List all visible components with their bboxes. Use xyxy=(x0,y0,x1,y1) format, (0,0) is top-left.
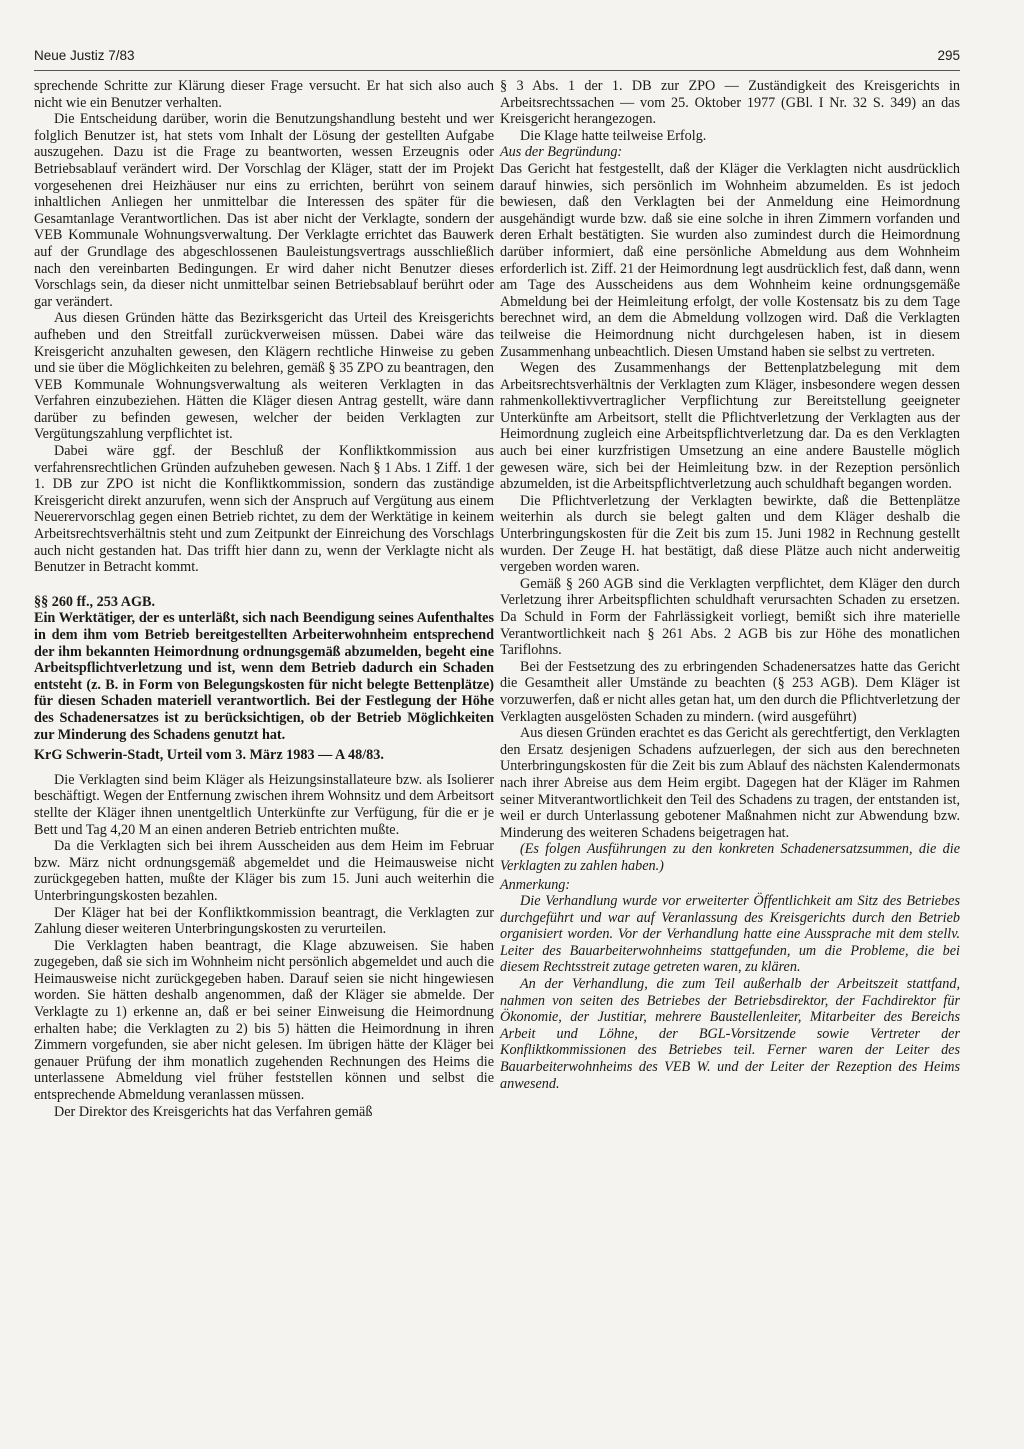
paragraph: An der Verhandlung, die zum Teil außerhalb der Arbeitszeit stattfand, nahmen von seiten des Betriebes der Betriebsdirektor, der Fachdirektor für Ökonomie, der Justitiar, mehrere Baustellenleiter, Mitarbeiter des Bereichs Arbeit und Löhne, der BGL-Vorsitzende sowie Vertreter der Konfliktkommissionen des Betriebes teil. Ferner waren der Leiter des Bauarbeiterwohnheims des VEB W. und der Leiter der Rezeption des Heims anwesend. xyxy=(500,976,960,1092)
paragraph: Aus diesen Gründen erachtet es das Gericht als gerechtfertigt, den Verklagten den Ersatz desjenigen Schadens aufzuerlegen, der sich aus den berechneten Unterbringungskosten für die Zeit bis zum Ablauf des nächsten Kalendermonats nach ihrer Abreise aus dem Heim ergibt. Dagegen hat der Kläger im Rahmen seiner Mitverantwortlichkeit den Teil des Schadens zu tragen, der entstanden ist, weil er durch Unterlassung gebotener Maßnahmen nicht zur Abwendung bzw. Minderung des weiteren Schadens beigetragen hat. xyxy=(500,725,960,841)
journal-title: Neue Justiz 7/83 xyxy=(34,48,135,63)
case-citation: KrG Schwerin-Stadt, Urteil vom 3. März 1983 — A 48/83. xyxy=(34,747,384,764)
paragraph: Die Klage hatte teilweise Erfolg. xyxy=(520,127,707,144)
left-column xyxy=(34,78,494,1120)
paragraph: Gemäß § 260 AGB sind die Verklagten verpflichtet, dem Kläger den durch Verletzung ihrer Arbeitspflichten schuldhaft verursachten Schaden zu ersetzen. Da Schuld in Form der Fahrlässigkeit vorliegt, bemißt sich ihre materielle Verantwortlichkeit nach § 261 Abs. 2 AGB bis zur Höhe des monatlichen Tariflohns. xyxy=(500,575,960,659)
remark-heading: Anmerkung: xyxy=(500,876,571,893)
paragraph: (Es folgen Ausführungen zu den konkreten Schadenersatzsummen, die die Verklagten zu zahlen haben.) xyxy=(500,841,960,874)
paragraph: Da die Verklagten sich bei ihrem Ausscheiden aus dem Heim im Februar bzw. März nicht ordnungsgemäß abgemeldet und die Heimausweise nicht zurückgegeben hatten, mußte der Kläger bis zum 15. Juni auch weiterhin die Unterbringungskosten bezahlen. xyxy=(34,838,494,904)
paragraph: § 3 Abs. 1 der 1. DB zur ZPO — Zuständigkeit des Kreisgerichts in Arbeitsrechtssachen — vom 25. Oktober 1977 (GBl. I Nr. 32 S. 349) an das Kreisgericht herangezogen. xyxy=(500,78,960,128)
paragraph: Die Verklagten sind beim Kläger als Heizungsinstallateure bzw. als Isolierer beschäftigt. Wegen der Entfernung zwischen ihrem Wohnsitz und dem Arbeitsort stellte der Kläger ihnen unentgeltlich Unterkünfte zur Verfügung, für die er je Bett und Tag 4,20 M an einen anderen Betrieb entrichten mußte. xyxy=(34,771,494,838)
paragraph: Wegen des Zusammenhangs der Bettenplatzbelegung mit dem Arbeitsrechtsverhältnis der Verklagten zum Kläger, insbesondere wegen dessen rahmenkollektivvertraglicher Verpflichtung zur Bereitstellung geeigneter Unterkünfte am Arbeitsort, stellt die Pflichtverletzung der Verklagten aus der Heimordnung zugleich eine Arbeitspflichtverletzung dar. Da es den Verklagten auch bei einer kurzfristigen Umsetzung an eine andere Baustelle möglich gewesen wäre, sich bei der Heimleitung bzw. in der Rezeption persönlich abzumelden, ist die Arbeitspflichtverletzung auch schuldhaft begangen worden. xyxy=(500,360,960,493)
right-column xyxy=(500,78,960,1092)
paragraph: Die Pflichtverletzung der Verklagten bewirkte, daß die Bettenplätze weiterhin als durch sie belegt galten und dem Kläger deshalb die Unterbringungskosten für die Zeit bis zum 15. Juni 1982 in Rechnung gestellt wurden. Der Zeuge H. hat bestätigt, daß diese Plätze auch nicht anderweitig vergeben worden waren. xyxy=(500,492,960,576)
paragraph: Bei der Festsetzung des zu erbringenden Schadenersatzes hatte das Gericht die Gesamtheit aller Umstände zu beachten (§ 253 AGB). Dem Kläger ist vorzuwerfen, daß er nicht alles getan hat, um den durch die Pflichtverletzung der Verklagten ausgelösten Schaden zu mindern. (wird ausgeführt) xyxy=(500,658,960,725)
paragraph: Die Verklagten haben beantragt, die Klage abzuweisen. Sie haben zugegeben, daß sie sich im Wohnheim nicht persönlich abgemeldet und auch die Heimausweise nicht zurückgegeben haben. Darauf seien sie nicht hingewiesen worden. Sie hätten deshalb angenommen, daß der Kläger sie abmelde. Der Verklagte zu 1) erkenne an, daß er bei seiner Einweisung die Heimordnung erhalten habe; die Verklagten zu 2) bis 5) hätten die Heimordnung in ihren Zimmern vorgefunden, sie aber nicht gelesen. Im übrigen hätte der Kläger bei genauer Prüfung der ihm monatlich zugehenden Rechnungen des Heims die unterlassene Abmeldung viel früher feststellen können und selbst die entsprechende Abmeldung veranlassen müssen. xyxy=(34,937,494,1104)
paragraph: Dabei wäre ggf. der Beschluß der Konfliktkommission aus verfahrensrechtlichen Gründen aufzuheben gewesen. Nach § 1 Abs. 1 Ziff. 1 der 1. DB zur ZPO ist nicht die Konfliktkommission, sondern das zuständige Kreisgericht direkt anzurufen, wenn sich der Anspruch auf Vergütung aus einem Neuerervorschlag gegen einen Betrieb richtet, zu dem der Werktätige in keinem Arbeitsrechtsverhältnis steht und zum Zeitpunkt der Einreichung des Vorschlags auch nicht gestanden hat. Das trifft hier dann zu, wenn der Verklagte nicht als Benutzer in Betracht kommt. xyxy=(34,443,494,576)
headnote: Ein Werktätiger, der es unterläßt, sich nach Beendigung seines Aufenthaltes in dem ihm vom Betrieb bereitgestellten Arbeiterwohnheim entsprechend der ihm bekannten Heimordnung ordnungsgemäß abzumelden, begeht eine Arbeitspflichtverletzung und ist, wenn dem Betrieb dadurch ein Schaden entsteht (z. B. in Form von Belegungskosten für nicht belegte Bettenplätze) für diesen Schaden materiell verantwortlich. Bei der Festlegung der Höhe des Schadenersatzes ist zu berücksichtigen, ob der Betrieb Möglichkeiten zur Minderung des Schadens genutzt hat. xyxy=(34,610,494,743)
paragraph: Aus diesen Gründen hätte das Bezirksgericht das Urteil des Kreisgerichts aufheben und den Streitfall zurückverweisen müssen. Dabei wäre das Kreisgericht anzuhalten gewesen, den Klägern rechtliche Hinweise zu geben und sie über die Möglichkeiten zu belehren, gemäß § 35 ZPO zu beantragen, den VEB Kommunale Wohnungsverwaltung als weiteren Verklagten in das Verfahren einzubeziehen. Hätten die Kläger diesen Antrag gestellt, wäre dann darüber zu befinden gewesen, welcher der beiden Verklagten zur Vergütungszahlung verpflichtet ist. xyxy=(34,310,494,443)
paragraph: Die Verhandlung wurde vor erweiterter Öffentlichkeit am Sitz des Betriebes durchgeführt und war auf Veranlassung des Kreisgerichts durch den Betrieb organisiert worden. Vor der Verhandlung hatte eine Aussprache mit dem stellv. Leiter des Bauarbeiterwohnheims stattgefunden, um die Probleme, die bei diesem Rechtsstreit zutage getreten waren, zu klären. xyxy=(500,893,960,976)
reasons-heading: Aus der Begründung: xyxy=(500,144,623,161)
paragraph: Die Entscheidung darüber, worin die Benutzungshandlung besteht und wer folglich Benutzer ist, hat stets vom Inhalt der Lösung der gestellten Aufgabe auszugehen. Dazu ist die Frage zu beantworten, wessen Erzeugnis oder Betriebsablauf verändert wird. Der Vorschlag der Kläger, statt der im Projekt vorgesehenen drei Heizhäuser nur eins zu errichten, berührt von seinem inhaltlichen Anliegen her unmittelbar die Interessen des später für die Gesamtanlage Verantwortlichen. Das ist aber nicht der Verklagte, sondern der VEB Kommunale Wohnungsverwaltung. Der Verklagte errichtet das Bauwerk auf der Grundlage des abgeschlossenen Bauleistungsvertrags ausschließlich nach den vereinbarten Bedingungen. Er wird daher nicht Benutzer dieses Vorschlags sein, da dieser nicht unmittelbar seinen Betriebsablauf berührt oder gar verändert. xyxy=(34,111,494,310)
section-heading: §§ 260 ff., 253 AGB. xyxy=(34,593,155,610)
paragraph: Das Gericht hat festgestellt, daß der Kläger die Verklagten nicht ausdrücklich darauf hinwies, sich persönlich im Wohnheim abzumelden. Es ist jedoch bewiesen, daß den Verklagten bei der Anmeldung eine Heimordnung ausgehändigt wurde bzw. daß sie eine solche in ihren Zimmern vorfanden und deren Erhalt bestätigten. Sie wurden also zumindest durch die Heimordnung darüber informiert, daß eine persönliche Abmeldung aus dem Wohnheim erforderlich ist. Ziff. 21 der Heimordnung legt ausdrücklich fest, daß dann, wenn am Tage des Ausscheidens aus dem Wohnheim keine ordnungsgemäße Abmeldung bei der Heimleitung erfolgt, der volle Kostensatz bis zu dem Tage berechnet wird, an dem die Abmeldung vollzogen wird. Daß die Verklagten teilweise die Heimordnung nicht durchgelesen haben, ist in diesem Zusammenhang unbeachtlich. Diesen Umstand haben sie selbst zu vertreten. xyxy=(500,160,960,360)
paragraph: Der Direktor des Kreisgerichts hat das Verfahren gemäß xyxy=(54,1103,373,1120)
running-header xyxy=(34,48,960,71)
paragraph: sprechende Schritte zur Klärung dieser Frage versucht. Er hat sich also auch nicht wie ein Benutzer verhalten. xyxy=(34,78,494,111)
paragraph: Der Kläger hat bei der Konfliktkommission beantragt, die Verklagten zur Zahlung dieser weiteren Unterbringungskosten zu verurteilen. xyxy=(34,904,494,938)
page-number: 295 xyxy=(937,48,960,63)
